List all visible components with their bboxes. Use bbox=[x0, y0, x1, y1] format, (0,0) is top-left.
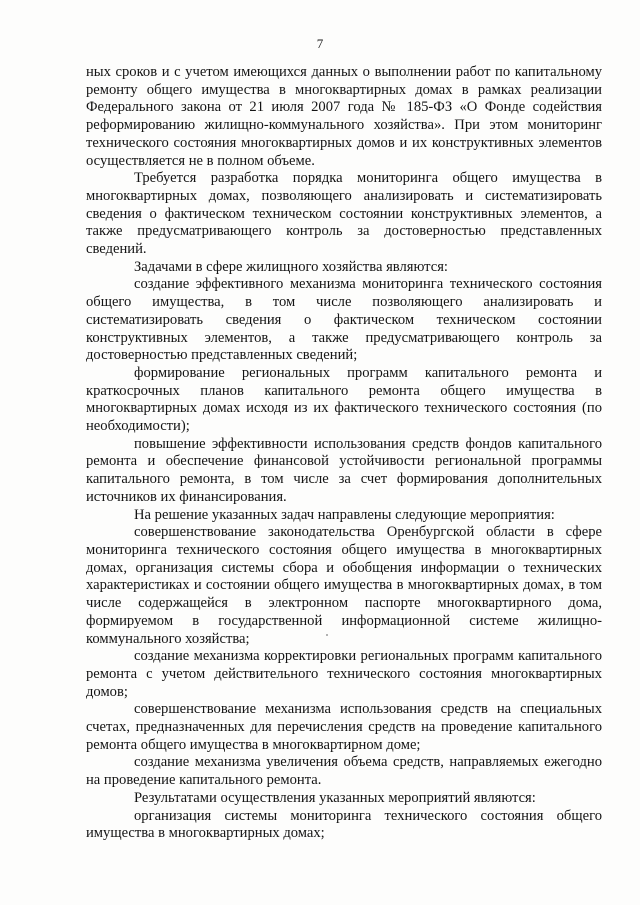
paragraph-1: ных сроков и с учетом имеющихся данных о выполнении работ по капитальному ремонту общего имущества в многоквартирных домах в рамках реализации Федерального закона от 21 июля 2007 года № 185-ФЗ «О Фонде содействия реформированию жилищно-коммунального хозяйства». При этом мониторинг технического состояния многоквартирных домов и их конструктивных элементов осуществляется не в полном объеме. bbox=[86, 64, 602, 169]
paragraph-10: совершенствование механизма использования средств на специальных счетах, предназначенных для перечисления средств на проведение капитального ремонта общего имущества в многоквартирном доме; bbox=[86, 701, 602, 753]
scan-speck bbox=[326, 634, 328, 636]
paragraph-9: создание механизма корректировки региональных программ капитального ремонта с учетом действительного технического состояния многоквартирных домов; bbox=[86, 648, 602, 700]
paragraph-13: организация системы мониторинга технического состояния общего имущества в многоквартирных домах; bbox=[86, 807, 602, 842]
paragraph-3: Задачами в сфере жилищного хозяйства являются: bbox=[134, 258, 448, 275]
paragraph-6: повышение эффективности использования средств фондов капитального ремонта и обеспечение финансовой устойчивости региональной программы капитального ремонта, в том числе за счет формирования дополнительных источников их финансирования. bbox=[86, 435, 602, 505]
paragraph-4: создание эффективного механизма мониторинга технического состояния общего имущества, в том числе позволяющего анализировать и систематизировать сведения о фактическом техническом состоянии конструктивных элементов, а также предусматривающего контроль за достоверностью представленных сведений; bbox=[86, 276, 602, 364]
paragraph-7: На решение указанных задач направлены следующие мероприятия: bbox=[134, 506, 555, 523]
paragraph-2: Требуется разработка порядка мониторинга общего имущества в многоквартирных домах, позволяющего анализировать и систематизировать сведения о фактическом техническом состоянии конструктивных элементов, а также предусматривающего контроль за достоверностью представленных сведений. bbox=[86, 170, 602, 258]
document-body bbox=[86, 64, 602, 843]
paragraph-11: создание механизма увеличения объема средств, направляемых ежегодно на проведение капитального ремонта. bbox=[86, 754, 602, 789]
paragraph-5: формирование региональных программ капитального ремонта и краткосрочных планов капитального ремонта общего имущества в многоквартирных домах исходя из их фактического технического состояния (по необходимости); bbox=[86, 364, 602, 435]
paragraph-8: совершенствование законодательства Оренбургской области в сфере мониторинга технического состояния общего имущества в многоквартирных домах, организация системы сбора и обобщения информации о технических характеристиках и состоянии общего имущества в многоквартирных домах, в том числе содержащейся в электронном паспорте многоквартирного дома, формируемом в государственной информационной системе жилищно-коммунального хозяйства; bbox=[86, 524, 602, 647]
paragraph-12: Результатами осуществления указанных мероприятий являются: bbox=[134, 789, 536, 806]
page-number: 7 bbox=[316, 36, 324, 51]
